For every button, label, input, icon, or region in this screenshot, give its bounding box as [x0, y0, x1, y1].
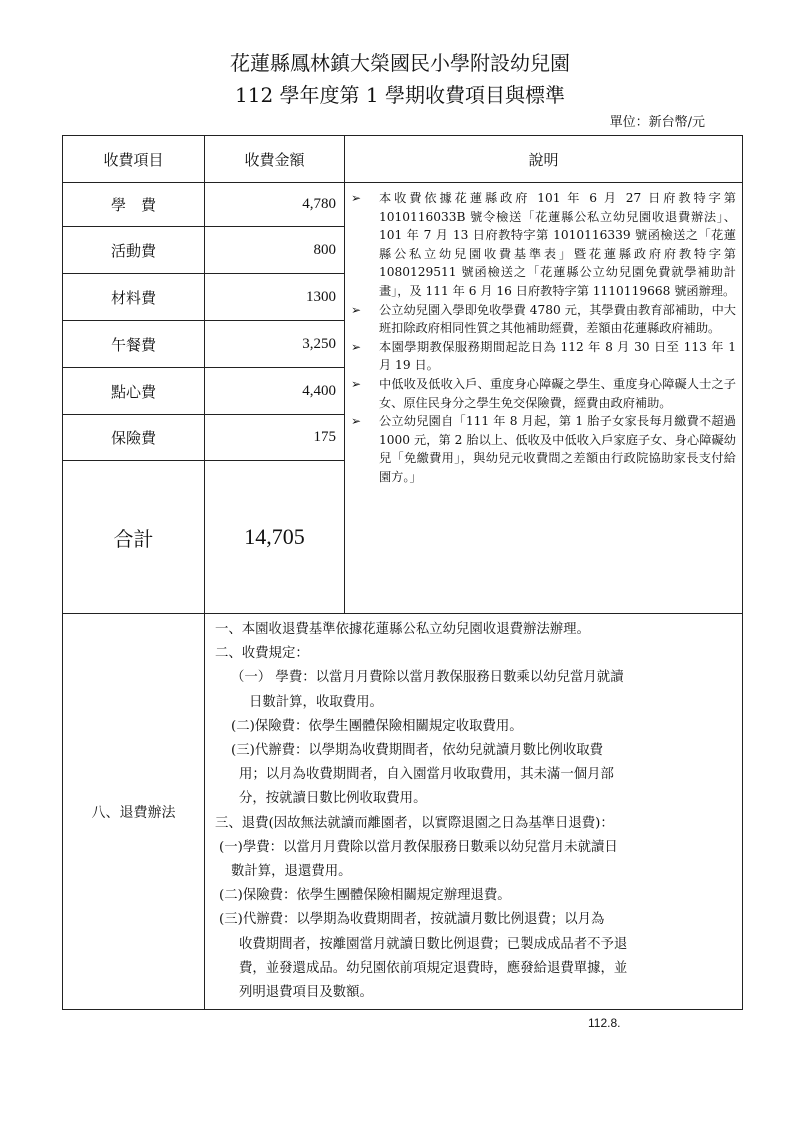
arrow-right-icon: ➢ — [351, 302, 362, 317]
refund-policy-body — [205, 614, 743, 1010]
note-item: ➢ 中低收及低收入戶、重度身心障礙之學生、重度身心障礙人士之子女、原住民身分之學生免交保險費，經費由政府補助。 — [351, 376, 736, 410]
note-item: ➢ 本收費依據花蓮縣政府 101 年 6 月 27 日府教特字第 1010116033B 號令檢送「花蓮縣公私立幼兒園收退費辦法」、101 年 7 月 13 日府教特字第 1010116339 號函檢送之「花蓮縣公私立幼兒園收費基準表」暨花蓮縣政府府教特字第 1080129511 號函檢送之「花蓮縣公立幼兒園免費就學補助計畫」，及 111 年 6 月 16 日府教特字第 1110119668 號函辦理。 — [351, 191, 736, 298]
notes-list — [349, 189, 736, 487]
notes-cell — [345, 183, 743, 614]
fee-item: 活動費 — [63, 227, 205, 274]
fee-item: 保險費 — [63, 415, 205, 461]
refund-label: 八、退費辦法 — [63, 614, 205, 1010]
fee-amount: 3,250 — [205, 321, 345, 368]
refund-line: 日數計算，收取費用。 — [249, 694, 383, 710]
refund-line: 用；以月為收費期間者，自入園當月收取費用，其未滿一個月部 — [239, 767, 614, 783]
refund-line: (一)學費：以當月月費除以當月教保服務日數乘以幼兒當月未就讀日 — [219, 839, 618, 855]
document-title: 花蓮縣鳳林鎮大榮國民小學附設幼兒園 — [230, 51, 570, 75]
table-row — [63, 183, 743, 227]
refund-line: (三)代辦費：以學期為收費期間者，按就讀月數比例退費；以月為 — [219, 912, 605, 928]
arrow-right-icon: ➢ — [351, 376, 362, 391]
currency-unit: 單位：新台幣/元 — [609, 115, 705, 130]
fee-item: 材料費 — [63, 274, 205, 321]
fee-item: 點心費 — [63, 368, 205, 415]
total-amount: 14,705 — [205, 461, 345, 614]
refund-line: 一、本園收退費基準依據花蓮縣公私立幼兒園收退費辦法辦理。 — [215, 622, 590, 637]
fee-amount: 4,400 — [205, 368, 345, 415]
refund-row — [63, 614, 743, 1010]
header-note: 說明 — [345, 136, 743, 183]
table-header-row — [63, 136, 743, 183]
fee-item: 午餐費 — [63, 321, 205, 368]
refund-line: 三、退費(因故無法就讀而離園者，以實際退園之日為基準日退費)： — [215, 815, 614, 831]
fee-amount: 800 — [205, 227, 345, 274]
total-label: 合計 — [63, 461, 205, 614]
fee-item: 學 費 — [63, 183, 205, 227]
note-item: ➢ 本園學期教保服務期間起訖日為 112 年 8 月 30 日至 113 年 1 月 19 日。 — [351, 339, 736, 373]
refund-line: 費，並發還成品。幼兒園依前項規定退費時，應發給退費單據，並 — [239, 960, 628, 976]
refund-line: 數計算，退還費用。 — [231, 864, 352, 880]
fee-table — [62, 135, 743, 1010]
refund-line: 分，按就讀日數比例收取費用。 — [239, 791, 427, 807]
refund-line: 列明退費項目及數額。 — [239, 985, 373, 1001]
refund-line: (二)保險費：依學生團體保險相關規定辦理退費。 — [219, 888, 511, 904]
document-subtitle: 112 學年度第 1 學期收費項目與標準 — [235, 83, 565, 107]
header-amount: 收費金額 — [205, 136, 345, 183]
arrow-right-icon: ➢ — [351, 339, 362, 354]
note-item: ➢ 公立幼兒園入學即免收學費 4780 元，其學費由教育部補助，中大班扣除政府相同性質之其他補助經費，差額由花蓮縣政府補助。 — [351, 302, 736, 336]
arrow-right-icon: ➢ — [351, 414, 362, 429]
note-item: ➢ 公立幼兒園自「111 年 8 月起，第 1 胎子女家長每月繳費不超過 1000 元，第 2 胎以上、低收及中低收入戶家庭子女、身心障礙幼兒「免繳費用」，與幼兒元收費間之差額由行政院協助家長支付給園方。」 — [351, 414, 736, 484]
refund-line: (三)代辦費：以學期為收費期間者，依幼兒就讀月數比例收取費 — [231, 743, 603, 759]
fee-amount: 175 — [205, 415, 345, 461]
refund-line: 收費期間者，按離園當月就讀日數比例退費；已製成成品者不予退 — [239, 936, 628, 952]
fee-amount: 1300 — [205, 274, 345, 321]
refund-line: (二)保險費：依學生團體保險相關規定收取費用。 — [231, 718, 523, 734]
document-date: 112.8. — [588, 1016, 621, 1030]
arrow-right-icon: ➢ — [351, 191, 362, 205]
refund-line: （一） 學費：以當月月費除以當月教保服務日數乘以幼兒當月就讀 — [231, 670, 624, 686]
fee-amount: 4,780 — [205, 183, 345, 227]
header-item: 收費項目 — [63, 136, 205, 183]
refund-line: 二、收費規定： — [215, 646, 309, 662]
